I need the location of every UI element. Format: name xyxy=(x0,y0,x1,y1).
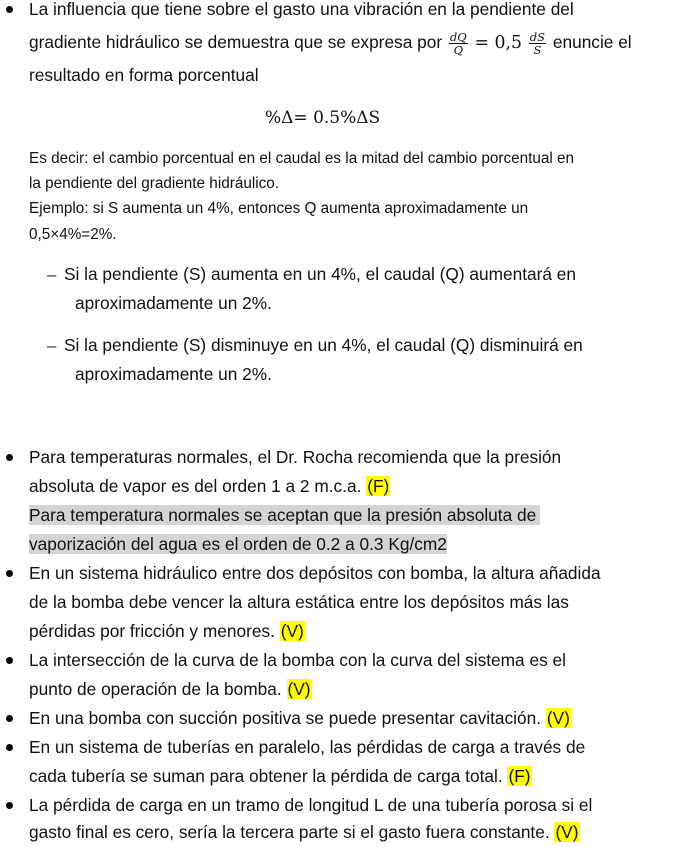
bullet xyxy=(6,802,13,809)
bullet xyxy=(6,657,13,664)
bullet xyxy=(6,570,13,577)
bullet xyxy=(6,715,13,722)
bullet xyxy=(6,744,13,751)
text: gasto final es cero, sería la tercera parte si el gasto fuera constante. xyxy=(29,822,550,842)
numerator: dQ xyxy=(449,29,467,44)
dash-item-line: aproximadamente un 2%. xyxy=(75,364,272,384)
explanation-line: Ejemplo: si S aumenta un 4%, entonces Q aumenta aproximadamente un xyxy=(29,200,529,217)
item-line xyxy=(29,704,571,733)
item-line-highlighted xyxy=(29,501,540,530)
denominator: Q xyxy=(453,42,464,57)
answer-tag: (V) xyxy=(546,708,570,728)
item-line xyxy=(29,675,312,704)
item-line: Para temperaturas normales, el Dr. Rocha recomienda que la presión xyxy=(29,447,562,467)
text: absoluta de vapor es del orden 1 a 2 m.c.a. xyxy=(29,476,362,496)
text: cada tubería se suman para obtener la pérdida de carga total. xyxy=(29,766,503,786)
dash-item-line: Si la pendiente (S) disminuye en un 4%, el caudal (Q) disminuirá en xyxy=(64,335,583,355)
dash-item-line: aproximadamente un 2%. xyxy=(75,293,272,313)
paragraph-line: La influencia que tiene sobre el gasto una vibración en la pendiente del xyxy=(29,0,574,19)
text: gradiente hidráulico se demuestra que se expresa por xyxy=(29,32,443,52)
answer-tag: (V) xyxy=(280,621,304,641)
item-line xyxy=(29,818,580,847)
answer-tag: (F) xyxy=(508,766,531,786)
item-line: de la bomba debe vencer la altura estática entre los depósitos más las xyxy=(29,592,569,612)
highlighted-text: Para temperatura normales se aceptan que la presión absoluta de xyxy=(29,505,540,525)
dash-marker: – xyxy=(47,265,57,284)
explanation-line: Es decir: el cambio porcentual en el caudal es la mitad del cambio porcentual en xyxy=(29,150,575,167)
answer-tag: (V) xyxy=(287,679,311,699)
item-line xyxy=(29,472,390,501)
bullet xyxy=(6,454,13,461)
paragraph-line-with-equation xyxy=(29,28,632,58)
answer-tag: (F) xyxy=(367,476,390,496)
fraction-ds-s xyxy=(529,31,546,56)
dash-marker: – xyxy=(47,336,57,355)
equation-middle: = 0,5 xyxy=(474,33,522,53)
item-line: En un sistema de tuberías en paralelo, las pérdidas de carga a través de xyxy=(29,737,586,757)
item-line: La intersección de la curva de la bomba con la curva del sistema es el xyxy=(29,650,566,670)
text: punto de operación de la bomba. xyxy=(29,679,282,699)
item-line xyxy=(29,762,532,791)
explanation-line: 0,5×4%=2%. xyxy=(29,226,117,243)
dash-item-line: Si la pendiente (S) aumenta en un 4%, el caudal (Q) aumentará en xyxy=(64,264,577,284)
answer-tag: (V) xyxy=(555,822,579,842)
paragraph-line: resultado en forma porcentual xyxy=(29,65,259,85)
highlighted-text: vaporización del agua es el orden de 0.2 a 0.3 Kg/cm2 xyxy=(29,534,447,554)
item-line: La pérdida de carga en un tramo de longitud L de una tubería porosa si el xyxy=(29,795,593,815)
formula: %Δ= 0.5%ΔS xyxy=(265,108,381,128)
fraction-dq-q xyxy=(449,31,468,56)
denominator: S xyxy=(533,42,542,57)
item-line: En un sistema hidráulico entre dos depósitos con bomba, la altura añadida xyxy=(29,563,601,583)
numerator: dS xyxy=(529,29,546,44)
bullet xyxy=(6,6,13,13)
text: pérdidas por fricción y menores. xyxy=(29,621,275,641)
item-line xyxy=(29,617,305,646)
text: En una bomba con succión positiva se puede presentar cavitación. xyxy=(29,708,542,728)
text: enuncie el xyxy=(552,32,632,52)
item-line-highlighted xyxy=(29,530,447,559)
explanation-line: la pendiente del gradiente hidráulico. xyxy=(29,175,280,192)
